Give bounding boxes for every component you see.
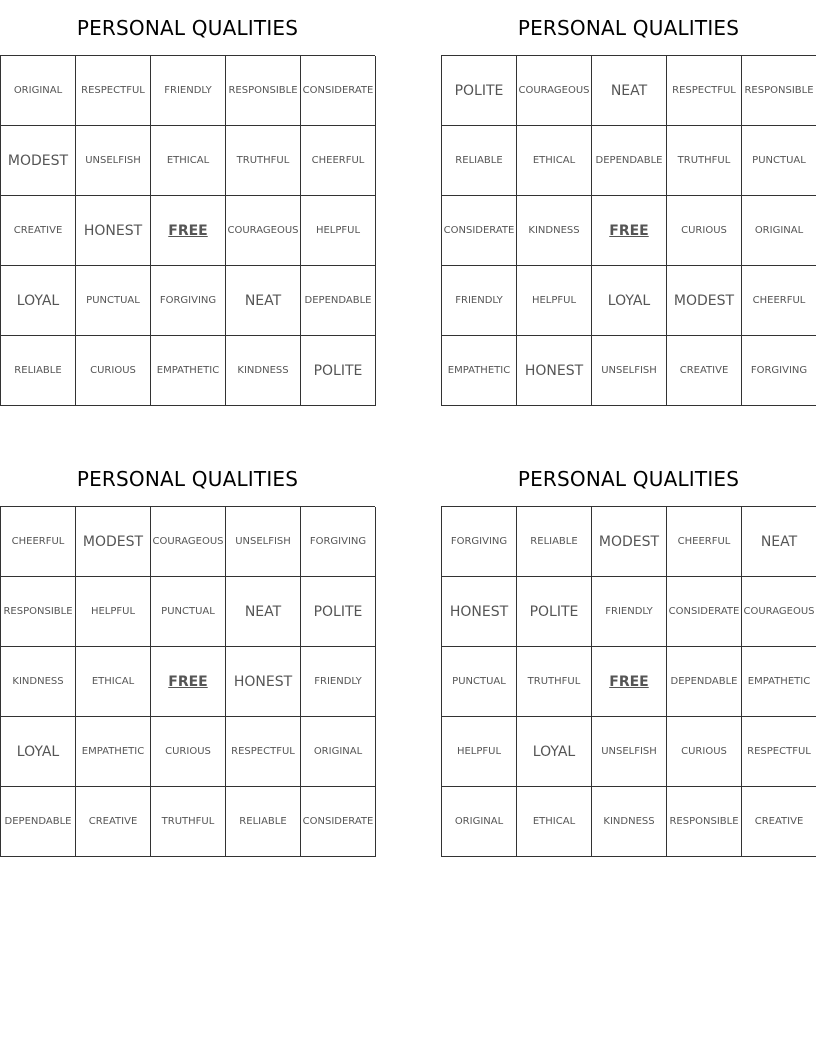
bingo-cell: HELPFUL xyxy=(517,266,592,336)
bingo-cell: TRUTHFUL xyxy=(151,787,226,857)
bingo-cell: UNSELFISH xyxy=(226,507,301,577)
bingo-cell: POLITE xyxy=(301,577,376,647)
bingo-cell: POLITE xyxy=(442,56,517,126)
bingo-cell: CREATIVE xyxy=(1,196,76,266)
bingo-cell: HONEST xyxy=(226,647,301,717)
bingo-cell: RESPONSIBLE xyxy=(1,577,76,647)
bingo-cell: KINDNESS xyxy=(226,336,301,406)
bingo-cell: COURAGEOUS xyxy=(742,577,816,647)
bingo-card-3 xyxy=(0,451,375,857)
bingo-cell: HELPFUL xyxy=(442,717,517,787)
bingo-cell: FRIENDLY xyxy=(592,577,667,647)
bingo-cell: CHEERFUL xyxy=(742,266,816,336)
bingo-cell: RESPONSIBLE xyxy=(667,787,742,857)
bingo-cell: RESPECTFUL xyxy=(667,56,742,126)
bingo-cell: HELPFUL xyxy=(76,577,151,647)
bingo-cell: CURIOUS xyxy=(667,717,742,787)
card-title: PERSONAL QUALITIES xyxy=(76,467,299,491)
bingo-cell: LOYAL xyxy=(1,717,76,787)
bingo-cell: NEAT xyxy=(742,507,816,577)
bingo-cell: ORIGINAL xyxy=(442,787,517,857)
bingo-cell: UNSELFISH xyxy=(592,336,667,406)
bingo-cell: LOYAL xyxy=(517,717,592,787)
bingo-cell: FRIENDLY xyxy=(151,56,226,126)
card-title: PERSONAL QUALITIES xyxy=(76,16,299,40)
bingo-cell: CONSIDERATE xyxy=(667,577,742,647)
bingo-cell: MODEST xyxy=(592,507,667,577)
bingo-cell: MODEST xyxy=(76,507,151,577)
bingo-cell: CONSIDERATE xyxy=(442,196,517,266)
bingo-cell: CURIOUS xyxy=(151,717,226,787)
bingo-cell: ETHICAL xyxy=(517,787,592,857)
bingo-cell: POLITE xyxy=(301,336,376,406)
free-space-cell: FREE xyxy=(151,647,226,717)
bingo-cell: PUNCTUAL xyxy=(742,126,816,196)
bingo-card-2 xyxy=(441,0,816,406)
bingo-cell: DEPENDABLE xyxy=(592,126,667,196)
bingo-cell: PUNCTUAL xyxy=(442,647,517,717)
bingo-cell: FORGIVING xyxy=(151,266,226,336)
card-title: PERSONAL QUALITIES xyxy=(517,16,740,40)
bingo-cell: CREATIVE xyxy=(742,787,816,857)
bingo-grid xyxy=(441,506,816,857)
bingo-cell: ETHICAL xyxy=(517,126,592,196)
bingo-cell: RESPECTFUL xyxy=(742,717,816,787)
bingo-cell: FRIENDLY xyxy=(301,647,376,717)
bingo-cell: EMPATHETIC xyxy=(442,336,517,406)
bingo-cell: COURAGEOUS xyxy=(226,196,301,266)
bingo-cell: NEAT xyxy=(226,577,301,647)
bingo-cell: EMPATHETIC xyxy=(76,717,151,787)
bingo-cell: RESPONSIBLE xyxy=(226,56,301,126)
bingo-cell: KINDNESS xyxy=(1,647,76,717)
bingo-cell: TRUTHFUL xyxy=(517,647,592,717)
bingo-cell: KINDNESS xyxy=(517,196,592,266)
bingo-grid xyxy=(0,506,375,857)
bingo-cell: HONEST xyxy=(76,196,151,266)
bingo-cell: FRIENDLY xyxy=(442,266,517,336)
bingo-cell: ORIGINAL xyxy=(1,56,76,126)
bingo-cell: UNSELFISH xyxy=(76,126,151,196)
bingo-card-1 xyxy=(0,0,375,406)
bingo-cell: TRUTHFUL xyxy=(667,126,742,196)
bingo-cell: NEAT xyxy=(226,266,301,336)
bingo-cell: DEPENDABLE xyxy=(301,266,376,336)
bingo-cell: CURIOUS xyxy=(76,336,151,406)
free-space-cell: FREE xyxy=(592,196,667,266)
bingo-cell: MODEST xyxy=(1,126,76,196)
bingo-cell: COURAGEOUS xyxy=(151,507,226,577)
bingo-cell: ORIGINAL xyxy=(742,196,816,266)
bingo-cell: LOYAL xyxy=(1,266,76,336)
free-space-cell: FREE xyxy=(592,647,667,717)
bingo-cell: CHEERFUL xyxy=(667,507,742,577)
bingo-cell: RELIABLE xyxy=(226,787,301,857)
bingo-cell: RELIABLE xyxy=(442,126,517,196)
bingo-cell: POLITE xyxy=(517,577,592,647)
bingo-cell: TRUTHFUL xyxy=(226,126,301,196)
bingo-cell: PUNCTUAL xyxy=(151,577,226,647)
bingo-cell: HONEST xyxy=(517,336,592,406)
bingo-cell: RESPECTFUL xyxy=(226,717,301,787)
bingo-card-4 xyxy=(441,451,816,857)
bingo-cell: FORGIVING xyxy=(442,507,517,577)
bingo-cell: CREATIVE xyxy=(667,336,742,406)
bingo-cell: NEAT xyxy=(592,56,667,126)
bingo-cell: ETHICAL xyxy=(76,647,151,717)
bingo-cell: CHEERFUL xyxy=(301,126,376,196)
bingo-cell: RESPONSIBLE xyxy=(742,56,816,126)
bingo-cell: PUNCTUAL xyxy=(76,266,151,336)
bingo-cell: CURIOUS xyxy=(667,196,742,266)
bingo-cell: ORIGINAL xyxy=(301,717,376,787)
bingo-cell: UNSELFISH xyxy=(592,717,667,787)
bingo-cell: DEPENDABLE xyxy=(667,647,742,717)
bingo-cell: COURAGEOUS xyxy=(517,56,592,126)
bingo-cell: RELIABLE xyxy=(1,336,76,406)
bingo-cell: CREATIVE xyxy=(76,787,151,857)
bingo-cell: KINDNESS xyxy=(592,787,667,857)
bingo-cell: CONSIDERATE xyxy=(301,787,376,857)
card-title: PERSONAL QUALITIES xyxy=(517,467,740,491)
bingo-cell: EMPATHETIC xyxy=(742,647,816,717)
bingo-cell: RELIABLE xyxy=(517,507,592,577)
bingo-cell: HONEST xyxy=(442,577,517,647)
bingo-cell: MODEST xyxy=(667,266,742,336)
bingo-grid xyxy=(0,55,375,406)
bingo-cell: EMPATHETIC xyxy=(151,336,226,406)
free-space-cell: FREE xyxy=(151,196,226,266)
bingo-grid xyxy=(441,55,816,406)
bingo-cell: LOYAL xyxy=(592,266,667,336)
bingo-cell: ETHICAL xyxy=(151,126,226,196)
bingo-cell: DEPENDABLE xyxy=(1,787,76,857)
bingo-cell: HELPFUL xyxy=(301,196,376,266)
bingo-cell: RESPECTFUL xyxy=(76,56,151,126)
bingo-cell: CONSIDERATE xyxy=(301,56,376,126)
bingo-cell: CHEERFUL xyxy=(1,507,76,577)
bingo-cell: FORGIVING xyxy=(301,507,376,577)
bingo-cell: FORGIVING xyxy=(742,336,816,406)
